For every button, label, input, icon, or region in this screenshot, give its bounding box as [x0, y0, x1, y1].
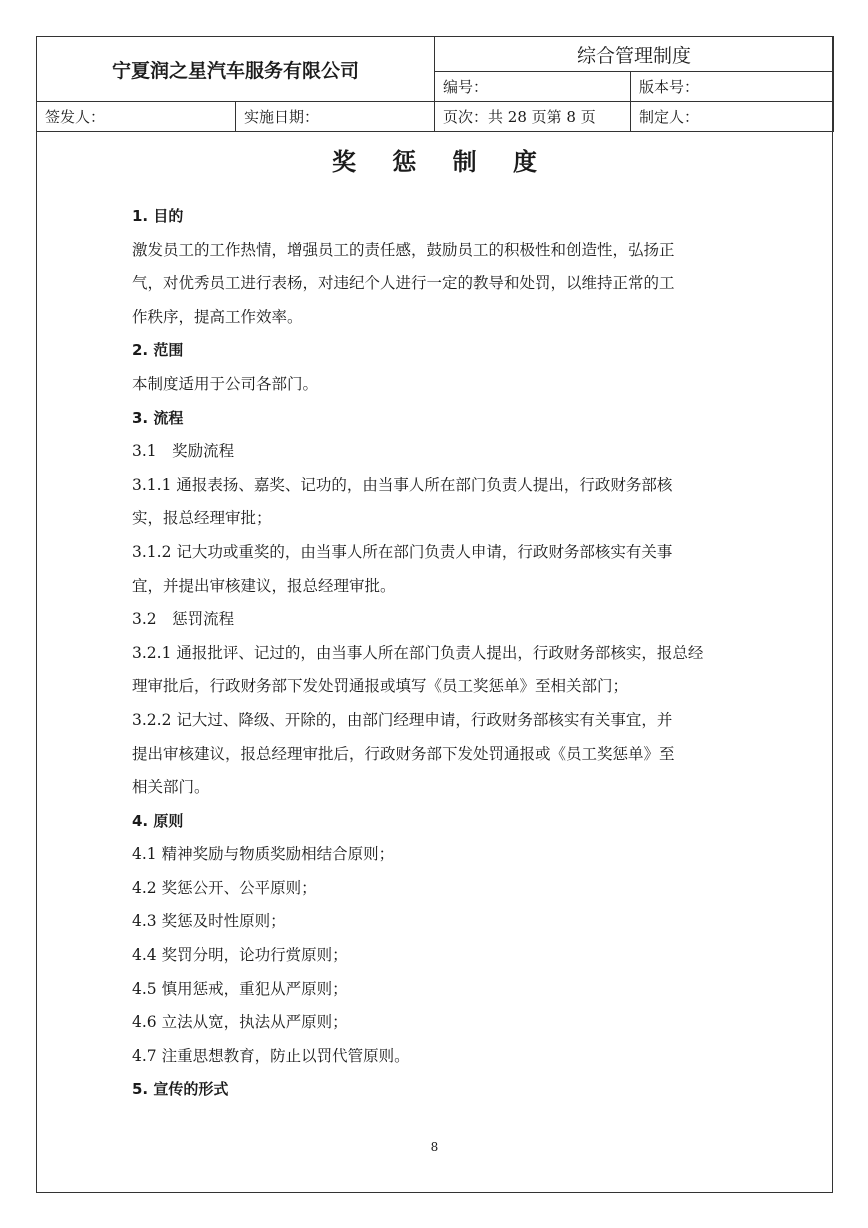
principle-item: 4.3 奖惩及时性原则；: [132, 912, 286, 931]
principle-item: 4.6 立法从宽，执法从严原则；: [132, 1013, 348, 1032]
document-type: 综合管理制度: [435, 37, 834, 72]
version-label: 版本号：: [631, 72, 834, 102]
section-heading: 1. 目的: [132, 207, 184, 225]
paragraph-line: 3.1.1 通报表扬、嘉奖、记功的，由当事人所在部门负责人提出，行政财务部核: [132, 475, 673, 494]
section-heading: 3. 流程: [132, 408, 184, 427]
section-heading: 4. 原则: [132, 811, 184, 830]
document-title: 奖 惩 制 度: [331, 148, 552, 176]
principle-item: 4.7 注重思想教育，防止以罚代管原则。: [132, 1046, 410, 1065]
paragraph-line: 理审批后，行政财务部下发处罚通报或填写《员工奖惩单》至相关部门；: [132, 677, 629, 696]
principle-item: 4.5 慎用惩戒，重犯从严原则；: [132, 979, 348, 998]
page-count-label: 页次：共 28 页第 8 页: [435, 102, 631, 132]
paragraph-line: 3.1.2 记大功或重奖的，由当事人所在部门负责人申请，行政财务部核实有关事: [132, 542, 673, 561]
document-header: [36, 36, 834, 132]
subsection-heading: 3.1 奖励流程: [132, 442, 235, 461]
paragraph-line: 3.2.1 通报批评、记过的，由当事人所在部门负责人提出，行政财务部核实，报总经: [132, 643, 704, 662]
paragraph-line: 激发员工的工作热情，增强员工的责任感，鼓励员工的积极性和创造性，弘扬正: [132, 240, 675, 259]
principle-item: 4.4 奖罚分明，论功行赏原则；: [132, 946, 348, 965]
paragraph-line: 气，对优秀员工进行表杨，对违纪个人进行一定的教导和处罚，以维持正常的工: [132, 274, 675, 293]
section-heading: 2. 范围: [132, 341, 184, 360]
issuer-label: 签发人：: [37, 102, 236, 132]
paragraph-line: 本制度适用于公司各部门。: [132, 374, 319, 393]
document-number-label: 编号：: [435, 72, 631, 102]
paragraph-line: 相关部门。: [132, 778, 210, 797]
page-number: 8: [430, 1140, 439, 1154]
paragraph-line: 作秩序，提高工作效率。: [132, 307, 303, 326]
author-label: 制定人：: [631, 102, 834, 132]
section-heading: 5. 宣传的形式: [132, 1080, 229, 1099]
principle-item: 4.2 奖惩公开、公平原则；: [132, 878, 317, 897]
paragraph-line: 提出审核建议，报总经理审批后，行政财务部下发处罚通报或《员工奖惩单》至: [132, 744, 675, 763]
paragraph-line: 实，报总经理审批；: [132, 509, 272, 528]
paragraph-line: 3.2.2 记大过、降级、开除的，由部门经理申请，行政财务部核实有关事宜，并: [132, 710, 673, 729]
company-name: 宁夏润之星汽车服务有限公司: [37, 37, 435, 102]
effective-date-label: 实施日期：: [236, 102, 435, 132]
principle-item: 4.1 精神奖励与物质奖励相结合原则；: [132, 845, 395, 864]
document-body: [132, 200, 742, 1107]
subsection-heading: 3.2 惩罚流程: [132, 610, 235, 629]
paragraph-line: 宜，并提出审核建议，报总经理审批。: [132, 576, 396, 595]
